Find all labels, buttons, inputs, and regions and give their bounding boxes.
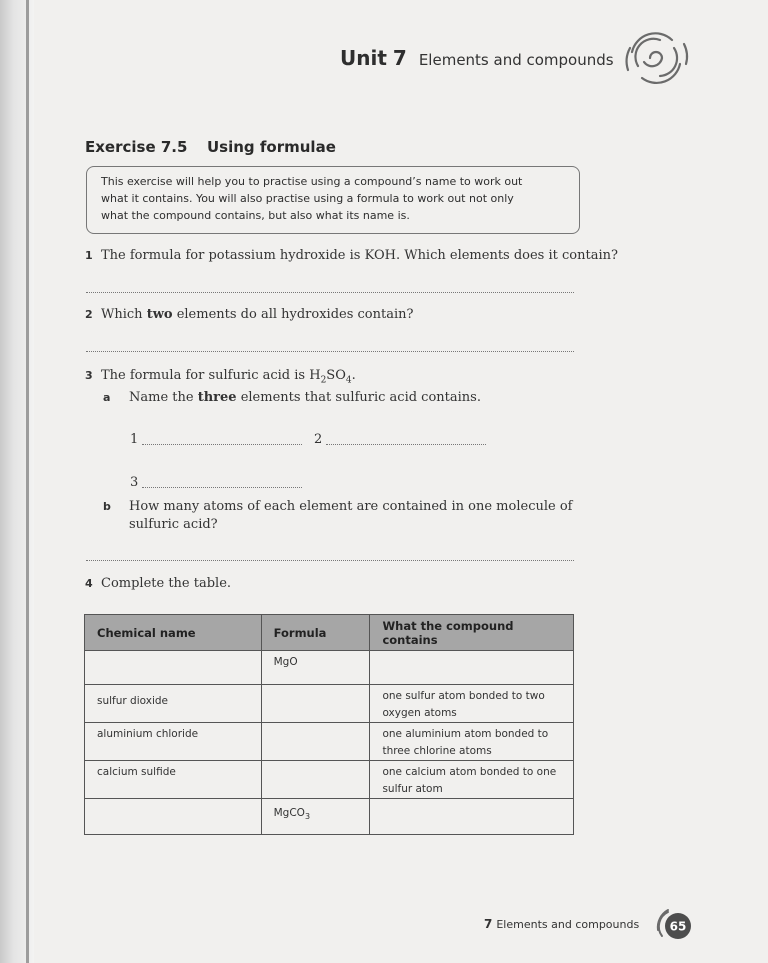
formula-cell[interactable] bbox=[261, 723, 370, 761]
contains-cell[interactable] bbox=[370, 799, 574, 835]
table-row bbox=[85, 799, 574, 835]
swirl-logo-icon bbox=[618, 30, 694, 86]
question-text: elements that sulfuric acid contains. bbox=[236, 390, 481, 405]
question-text: The formula for sulfuric acid is H bbox=[101, 368, 321, 383]
footer-chapter-number: 7 bbox=[484, 917, 493, 931]
answer-blank-2[interactable] bbox=[326, 444, 486, 445]
intro-line: what the compound contains, but also what its name is. bbox=[101, 209, 410, 222]
question-text: How many atoms of each element are contained in one molecule of bbox=[129, 499, 573, 514]
table-row bbox=[85, 761, 574, 799]
contains-text: oxygen atoms bbox=[382, 707, 457, 719]
question-4 bbox=[85, 576, 231, 591]
blank-label-1: 1 bbox=[130, 432, 139, 447]
compound-table bbox=[84, 614, 574, 835]
column-header: Chemical name bbox=[85, 615, 262, 651]
question-1 bbox=[85, 248, 618, 263]
page-number-badge bbox=[652, 906, 696, 946]
unit-number: 7 bbox=[392, 46, 407, 70]
contains-cell[interactable] bbox=[370, 685, 574, 723]
question-number: 1 bbox=[85, 249, 93, 262]
question-number: 2 bbox=[85, 308, 93, 321]
table-row bbox=[85, 723, 574, 761]
question-text: Name the bbox=[129, 390, 198, 405]
subquestion-letter: b bbox=[103, 500, 111, 513]
question-emphasis: three bbox=[197, 390, 237, 405]
footer-chapter-title: Elements and compounds bbox=[496, 918, 640, 931]
chemical-name-cell[interactable]: sulfur dioxide bbox=[85, 685, 262, 723]
page-footer bbox=[484, 917, 639, 931]
chemical-name-cell[interactable] bbox=[85, 651, 262, 685]
question-text: Which bbox=[101, 307, 147, 322]
formula-cell[interactable] bbox=[261, 799, 370, 835]
unit-label: Unit bbox=[340, 46, 387, 70]
contains-text: one aluminium atom bonded to bbox=[382, 728, 549, 740]
chemical-name-cell[interactable]: calcium sulfide bbox=[85, 761, 262, 799]
exercise-title: Using formulae bbox=[207, 138, 336, 156]
question-text: Complete the table. bbox=[101, 576, 232, 591]
subquestion-letter: a bbox=[103, 391, 111, 404]
formula-subscript: 3 bbox=[304, 812, 311, 822]
intro-line: This exercise will help you to practise using a compound’s name to work out bbox=[101, 175, 523, 188]
question-text: sulfuric acid? bbox=[129, 517, 218, 532]
question-text: The formula for potassium hydroxide is KOH. Which elements does it contain? bbox=[101, 248, 618, 263]
contains-cell[interactable] bbox=[370, 723, 574, 761]
table-row bbox=[85, 685, 574, 723]
answer-line[interactable] bbox=[86, 351, 574, 352]
question-number: 3 bbox=[85, 369, 93, 382]
formula-cell[interactable]: MgO bbox=[261, 651, 370, 685]
column-header: Formula bbox=[261, 615, 370, 651]
chemical-name-cell[interactable] bbox=[85, 799, 262, 835]
question-text: elements do all hydroxides contain? bbox=[172, 307, 414, 322]
formula-text: MgCO bbox=[273, 807, 305, 819]
exercise-intro-box bbox=[86, 166, 580, 234]
question-3b bbox=[103, 498, 572, 534]
exercise-heading bbox=[85, 138, 336, 156]
formula-subscript: 2 bbox=[320, 375, 327, 386]
unit-title: Elements and compounds bbox=[418, 51, 614, 69]
answer-blank-3[interactable] bbox=[142, 487, 302, 488]
question-emphasis: two bbox=[146, 307, 173, 322]
question-text: SO bbox=[326, 368, 346, 383]
contains-cell[interactable] bbox=[370, 651, 574, 685]
table-header-row bbox=[85, 615, 574, 651]
table-row bbox=[85, 651, 574, 685]
question-3a bbox=[103, 390, 481, 405]
unit-header bbox=[340, 46, 614, 70]
contains-text: one calcium atom bonded to one bbox=[382, 766, 557, 778]
contains-cell[interactable] bbox=[370, 761, 574, 799]
formula-cell[interactable] bbox=[261, 761, 370, 799]
column-header: What the compound contains bbox=[370, 615, 574, 651]
blank-label-2: 2 bbox=[314, 432, 323, 447]
contains-text: three chlorine atoms bbox=[382, 745, 492, 757]
contains-text: one sulfur atom bonded to two bbox=[382, 690, 545, 702]
answer-blank-1[interactable] bbox=[142, 444, 302, 445]
question-number: 4 bbox=[85, 577, 93, 590]
answer-line[interactable] bbox=[86, 292, 574, 293]
binding-edge bbox=[26, 0, 29, 963]
answer-line[interactable] bbox=[86, 560, 574, 561]
page-number: 65 bbox=[669, 919, 687, 934]
question-3 bbox=[85, 368, 356, 386]
question-text: . bbox=[351, 368, 356, 383]
blank-label-3: 3 bbox=[130, 475, 139, 490]
question-2 bbox=[85, 307, 413, 322]
chemical-name-cell[interactable]: aluminium chloride bbox=[85, 723, 262, 761]
exercise-number: Exercise 7.5 bbox=[85, 138, 188, 156]
intro-line: what it contains. You will also practise using a formula to work out not only bbox=[101, 192, 514, 205]
formula-subscript: 4 bbox=[345, 375, 352, 386]
contains-text: sulfur atom bbox=[382, 783, 443, 795]
formula-cell[interactable] bbox=[261, 685, 370, 723]
